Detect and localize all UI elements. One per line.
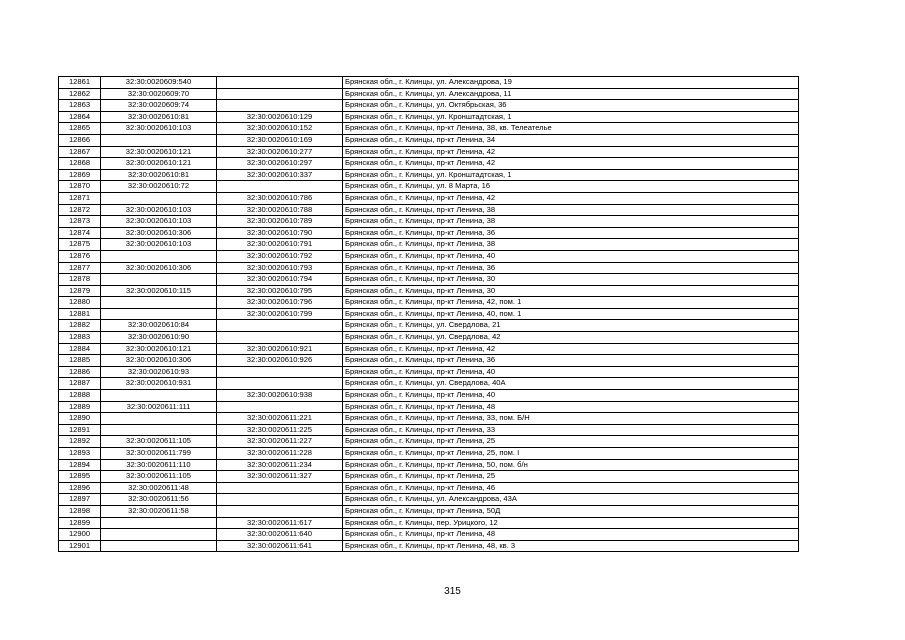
table-row [59,320,799,332]
address-cell: Брянская обл., г. Клинцы, пр-кт Ленина, 40 [343,250,799,262]
building-cadastral-number-cell [217,366,343,378]
row-number-cell: 12897 [59,494,101,506]
table-row [59,413,799,425]
building-cadastral-number-cell: 32:30:0020610:277 [217,146,343,158]
row-number-cell: 12881 [59,308,101,320]
table-row [59,158,799,170]
row-number-cell: 12871 [59,192,101,204]
land-cadastral-number-cell: 32:30:0020610:103 [101,216,217,228]
row-number-cell: 12879 [59,285,101,297]
building-cadastral-number-cell: 32:30:0020611:228 [217,448,343,460]
table-row [59,239,799,251]
row-number-cell: 12867 [59,146,101,158]
row-number-cell: 12886 [59,366,101,378]
land-cadastral-number-cell: 32:30:0020610:103 [101,204,217,216]
address-cell: Брянская обл., г. Клинцы, пр-кт Ленина, 42 [343,146,799,158]
table-row [59,192,799,204]
row-number-cell: 12888 [59,390,101,402]
land-cadastral-number-cell: 32:30:0020609:70 [101,88,217,100]
land-cadastral-number-cell: 32:30:0020610:306 [101,355,217,367]
building-cadastral-number-cell: 32:30:0020611:640 [217,529,343,541]
address-cell: Брянская обл., г. Клинцы, пр-кт Ленина, 30 [343,285,799,297]
address-cell: Брянская обл., г. Клинцы, пр-кт Ленина, 30 [343,274,799,286]
row-number-cell: 12884 [59,343,101,355]
table-row [59,181,799,193]
row-number-cell: 12869 [59,169,101,181]
land-cadastral-number-cell [101,517,217,529]
land-cadastral-number-cell: 32:30:0020611:105 [101,436,217,448]
land-cadastral-number-cell [101,297,217,309]
row-number-cell: 12890 [59,413,101,425]
row-number-cell: 12883 [59,332,101,344]
address-cell: Брянская обл., г. Клинцы, пер. Урицкого, 12 [343,517,799,529]
row-number-cell: 12866 [59,134,101,146]
building-cadastral-number-cell [217,88,343,100]
table-row [59,424,799,436]
row-number-cell: 12865 [59,123,101,135]
building-cadastral-number-cell: 32:30:0020611:617 [217,517,343,529]
address-cell: Брянская обл., г. Клинцы, пр-кт Ленина, 33, пом. Б/Н [343,413,799,425]
address-cell: Брянская обл., г. Клинцы, ул. Свердлова, 42 [343,332,799,344]
address-cell: Брянская обл., г. Клинцы, пр-кт Ленина, 34 [343,134,799,146]
address-cell: Брянская обл., г. Клинцы, ул. Александрова, 19 [343,77,799,89]
row-number-cell: 12887 [59,378,101,390]
row-number-cell: 12872 [59,204,101,216]
land-cadastral-number-cell: 32:30:0020611:48 [101,482,217,494]
row-number-cell: 12877 [59,262,101,274]
building-cadastral-number-cell: 32:30:0020610:788 [217,204,343,216]
land-cadastral-number-cell: 32:30:0020611:56 [101,494,217,506]
address-cell: Брянская обл., г. Клинцы, пр-кт Ленина, 38, кв. Телеателье [343,123,799,135]
row-number-cell: 12899 [59,517,101,529]
table-row [59,204,799,216]
building-cadastral-number-cell: 32:30:0020610:793 [217,262,343,274]
row-number-cell: 12892 [59,436,101,448]
building-cadastral-number-cell: 32:30:0020610:794 [217,274,343,286]
address-cell: Брянская обл., г. Клинцы, ул. Свердлова, 21 [343,320,799,332]
land-cadastral-number-cell: 32:30:0020610:121 [101,158,217,170]
row-number-cell: 12878 [59,274,101,286]
page-number: 315 [444,586,461,597]
table-row [59,123,799,135]
table-row [59,297,799,309]
building-cadastral-number-cell [217,320,343,332]
building-cadastral-number-cell: 32:30:0020610:938 [217,390,343,402]
table-row [59,366,799,378]
building-cadastral-number-cell: 32:30:0020610:169 [217,134,343,146]
building-cadastral-number-cell [217,482,343,494]
building-cadastral-number-cell: 32:30:0020611:234 [217,459,343,471]
address-cell: Брянская обл., г. Клинцы, пр-кт Ленина, 40 [343,366,799,378]
building-cadastral-number-cell [217,77,343,89]
address-cell: Брянская обл., г. Клинцы, ул. Октябрьская, 36 [343,100,799,112]
building-cadastral-number-cell: 32:30:0020610:786 [217,192,343,204]
address-cell: Брянская обл., г. Клинцы, пр-кт Ленина, 42, пом. 1 [343,297,799,309]
table-row [59,343,799,355]
address-cell: Брянская обл., г. Клинцы, пр-кт Ленина, 36 [343,227,799,239]
row-number-cell: 12900 [59,529,101,541]
building-cadastral-number-cell: 32:30:0020610:337 [217,169,343,181]
address-cell: Брянская обл., г. Клинцы, пр-кт Ленина, 38 [343,204,799,216]
address-cell: Брянская обл., г. Клинцы, пр-кт Ленина, 38 [343,216,799,228]
building-cadastral-number-cell: 32:30:0020610:926 [217,355,343,367]
registry-table [58,76,799,552]
address-cell: Брянская обл., г. Клинцы, пр-кт Ленина, 40, пом. 1 [343,308,799,320]
address-cell: Брянская обл., г. Клинцы, пр-кт Ленина, 42 [343,343,799,355]
table-row [59,436,799,448]
table-row [59,169,799,181]
table-row [59,216,799,228]
table-row [59,262,799,274]
land-cadastral-number-cell: 32:30:0020611:105 [101,471,217,483]
land-cadastral-number-cell [101,413,217,425]
building-cadastral-number-cell: 32:30:0020610:791 [217,239,343,251]
address-cell: Брянская обл., г. Клинцы, пр-кт Ленина, 48 [343,529,799,541]
row-number-cell: 12891 [59,424,101,436]
building-cadastral-number-cell [217,100,343,112]
building-cadastral-number-cell: 32:30:0020611:221 [217,413,343,425]
table-row [59,285,799,297]
table-row [59,332,799,344]
row-number-cell: 12882 [59,320,101,332]
address-cell: Брянская обл., г. Клинцы, пр-кт Ленина, 42 [343,192,799,204]
land-cadastral-number-cell: 32:30:0020610:306 [101,262,217,274]
row-number-cell: 12889 [59,401,101,413]
land-cadastral-number-cell: 32:30:0020610:931 [101,378,217,390]
address-cell: Брянская обл., г. Клинцы, пр-кт Ленина, 40 [343,390,799,402]
row-number-cell: 12893 [59,448,101,460]
address-cell: Брянская обл., г. Клинцы, пр-кт Ленина, 48, кв. 3 [343,540,799,552]
address-cell: Брянская обл., г. Клинцы, пр-кт Ленина, 25, пом. I [343,448,799,460]
row-number-cell: 12876 [59,250,101,262]
land-cadastral-number-cell: 32:30:0020609:540 [101,77,217,89]
address-cell: Брянская обл., г. Клинцы, ул. Кронштадтская, 1 [343,111,799,123]
land-cadastral-number-cell: 32:30:0020610:90 [101,332,217,344]
address-cell: Брянская обл., г. Клинцы, пр-кт Ленина, 46 [343,482,799,494]
address-cell: Брянская обл., г. Клинцы, пр-кт Ленина, 25 [343,436,799,448]
table-row [59,134,799,146]
land-cadastral-number-cell: 32:30:0020610:81 [101,169,217,181]
row-number-cell: 12895 [59,471,101,483]
row-number-cell: 12896 [59,482,101,494]
row-number-cell: 12880 [59,297,101,309]
row-number-cell: 12870 [59,181,101,193]
land-cadastral-number-cell: 32:30:0020611:58 [101,505,217,517]
land-cadastral-number-cell: 32:30:0020611:799 [101,448,217,460]
building-cadastral-number-cell: 32:30:0020611:327 [217,471,343,483]
building-cadastral-number-cell: 32:30:0020611:225 [217,424,343,436]
land-cadastral-number-cell: 32:30:0020610:103 [101,123,217,135]
land-cadastral-number-cell: 32:30:0020610:93 [101,366,217,378]
row-number-cell: 12868 [59,158,101,170]
address-cell: Брянская обл., г. Клинцы, ул. 8 Марта, 16 [343,181,799,193]
table-row [59,111,799,123]
building-cadastral-number-cell: 32:30:0020610:789 [217,216,343,228]
row-number-cell: 12864 [59,111,101,123]
table-row [59,274,799,286]
table-row [59,77,799,89]
land-cadastral-number-cell: 32:30:0020610:72 [101,181,217,193]
table-row [59,494,799,506]
row-number-cell: 12861 [59,77,101,89]
address-cell: Брянская обл., г. Клинцы, пр-кт Ленина, 48 [343,401,799,413]
table-row [59,250,799,262]
table-row [59,482,799,494]
land-cadastral-number-cell: 32:30:0020610:306 [101,227,217,239]
table-row [59,146,799,158]
table-row [59,401,799,413]
row-number-cell: 12885 [59,355,101,367]
building-cadastral-number-cell: 32:30:0020610:297 [217,158,343,170]
row-number-cell: 12874 [59,227,101,239]
row-number-cell: 12862 [59,88,101,100]
building-cadastral-number-cell [217,505,343,517]
land-cadastral-number-cell: 32:30:0020610:115 [101,285,217,297]
table-row [59,227,799,239]
land-cadastral-number-cell: 32:30:0020610:81 [101,111,217,123]
land-cadastral-number-cell [101,390,217,402]
registry-table-body [59,77,799,552]
address-cell: Брянская обл., г. Клинцы, пр-кт Ленина, 36 [343,262,799,274]
building-cadastral-number-cell: 32:30:0020610:799 [217,308,343,320]
address-cell: Брянская обл., г. Клинцы, пр-кт Ленина, 33 [343,424,799,436]
table-row [59,355,799,367]
table-row [59,459,799,471]
building-cadastral-number-cell: 32:30:0020610:790 [217,227,343,239]
land-cadastral-number-cell [101,134,217,146]
land-cadastral-number-cell [101,250,217,262]
land-cadastral-number-cell: 32:30:0020609:74 [101,100,217,112]
address-cell: Брянская обл., г. Клинцы, пр-кт Ленина, 42 [343,158,799,170]
building-cadastral-number-cell: 32:30:0020610:796 [217,297,343,309]
table-row [59,378,799,390]
building-cadastral-number-cell [217,378,343,390]
land-cadastral-number-cell: 32:30:0020610:84 [101,320,217,332]
address-cell: Брянская обл., г. Клинцы, ул. Александрова, 43А [343,494,799,506]
building-cadastral-number-cell: 32:30:0020610:152 [217,123,343,135]
land-cadastral-number-cell: 32:30:0020610:121 [101,343,217,355]
table-row [59,540,799,552]
land-cadastral-number-cell: 32:30:0020610:121 [101,146,217,158]
table-row [59,517,799,529]
building-cadastral-number-cell: 32:30:0020611:227 [217,436,343,448]
table-row [59,100,799,112]
building-cadastral-number-cell [217,494,343,506]
row-number-cell: 12901 [59,540,101,552]
land-cadastral-number-cell [101,540,217,552]
building-cadastral-number-cell: 32:30:0020610:921 [217,343,343,355]
table-row [59,88,799,100]
land-cadastral-number-cell: 32:30:0020611:111 [101,401,217,413]
land-cadastral-number-cell: 32:30:0020611:110 [101,459,217,471]
table-row [59,471,799,483]
building-cadastral-number-cell: 32:30:0020611:641 [217,540,343,552]
land-cadastral-number-cell: 32:30:0020610:103 [101,239,217,251]
building-cadastral-number-cell: 32:30:0020610:792 [217,250,343,262]
address-cell: Брянская обл., г. Клинцы, пр-кт Ленина, 50Д [343,505,799,517]
row-number-cell: 12898 [59,505,101,517]
address-cell: Брянская обл., г. Клинцы, пр-кт Ленина, 25 [343,471,799,483]
building-cadastral-number-cell: 32:30:0020610:795 [217,285,343,297]
row-number-cell: 12863 [59,100,101,112]
address-cell: Брянская обл., г. Клинцы, пр-кт Ленина, 38 [343,239,799,251]
table-row [59,505,799,517]
table-row [59,529,799,541]
land-cadastral-number-cell [101,274,217,286]
land-cadastral-number-cell [101,529,217,541]
address-cell: Брянская обл., г. Клинцы, ул. Свердлова, 40А [343,378,799,390]
land-cadastral-number-cell [101,192,217,204]
address-cell: Брянская обл., г. Клинцы, пр-кт Ленина, 36 [343,355,799,367]
table-row [59,390,799,402]
row-number-cell: 12875 [59,239,101,251]
building-cadastral-number-cell [217,401,343,413]
land-cadastral-number-cell [101,308,217,320]
building-cadastral-number-cell [217,181,343,193]
table-row [59,448,799,460]
table-row [59,308,799,320]
building-cadastral-number-cell: 32:30:0020610:129 [217,111,343,123]
address-cell: Брянская обл., г. Клинцы, ул. Александрова, 11 [343,88,799,100]
row-number-cell: 12873 [59,216,101,228]
building-cadastral-number-cell [217,332,343,344]
land-cadastral-number-cell [101,424,217,436]
address-cell: Брянская обл., г. Клинцы, ул. Кронштадтская, 1 [343,169,799,181]
address-cell: Брянская обл., г. Клинцы, пр-кт Ленина, 50, пом. б/н [343,459,799,471]
row-number-cell: 12894 [59,459,101,471]
